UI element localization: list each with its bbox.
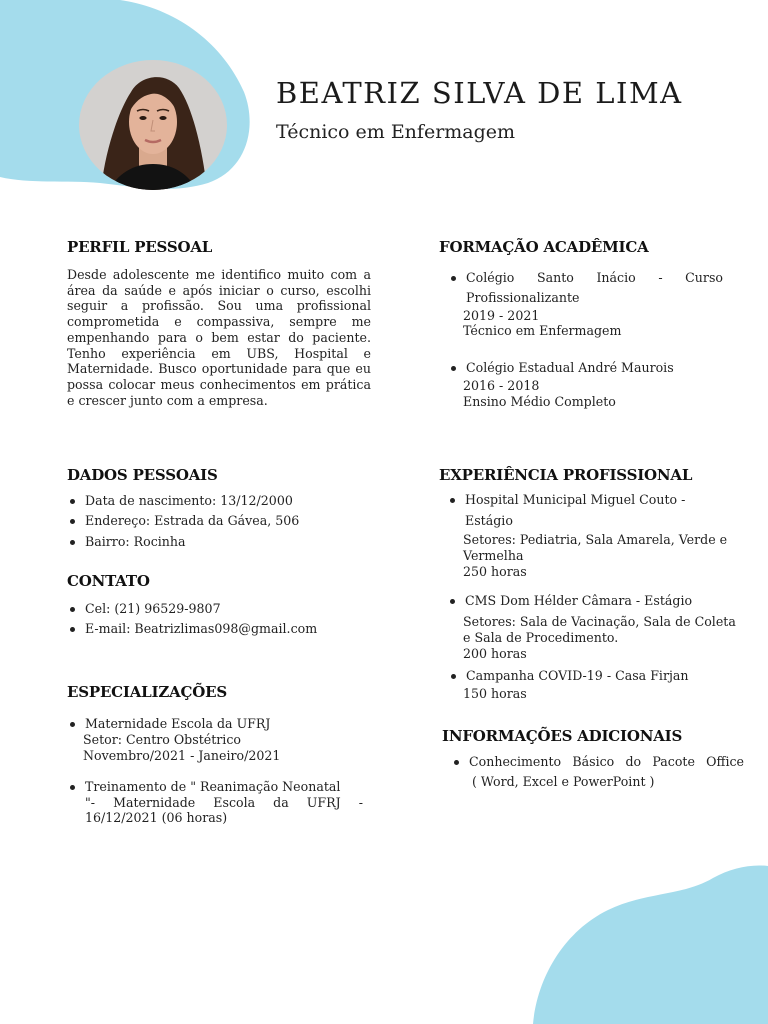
- especializacao-detail: Setor: Centro Obstétrico: [83, 732, 241, 747]
- adicionais-item: Conhecimento Básico do Pacote Office: [469, 754, 744, 769]
- profile-photo: [79, 60, 227, 190]
- section-title-dados: DADOS PESSOAIS: [67, 466, 218, 484]
- section-title-perfil: PERFIL PESSOAL: [67, 238, 213, 256]
- formacao-years: 2016 - 2018: [463, 378, 540, 393]
- contato-phone: Cel: (21) 96529-9807: [85, 601, 221, 616]
- dados-item: Data de nascimento: 13/12/2000: [85, 493, 293, 508]
- experiencia-item: Campanha COVID-19 - Casa Firjan: [466, 668, 689, 683]
- section-title-contato: CONTATO: [67, 572, 150, 590]
- formacao-course: Técnico em Enfermagem: [463, 323, 622, 338]
- perfil-text: Desde adolescente me identifico muito com a área da saúde e após iniciar o curso, escolhi seguir a profissão. Sou uma profissional comprometida e compassiva, sempre me empenhando para o bem estar do paciente. Tenho experiência em UBS, Hospital e Maternidade. Busco oportunidade para que eu possa colocar meus conhecimentos em prática e crescer junto com a empresa.: [67, 267, 371, 408]
- formacao-item: Colégio Estadual André Maurois: [466, 360, 674, 375]
- experiencia-detail: Setores: Sala de Vacinação, Sala de Coleta: [463, 614, 736, 629]
- candidate-role: Técnico em Enfermagem: [276, 121, 516, 143]
- dados-item: Endereço: Estrada da Gávea, 506: [85, 513, 300, 528]
- especializacao-detail: "- Maternidade Escola da UFRJ -: [85, 795, 363, 810]
- section-title-adicionais: INFORMAÇÕES ADICIONAIS: [442, 727, 683, 745]
- contato-email: E-mail: Beatrizlimas098@gmail.com: [85, 621, 318, 636]
- especializacao-date: Novembro/2021 - Janeiro/2021: [83, 748, 281, 763]
- experiencia-detail: e Sala de Procedimento.: [463, 630, 619, 645]
- experiencia-item-cont: Estágio: [465, 513, 513, 528]
- experiencia-item: Hospital Municipal Miguel Couto -: [465, 492, 686, 507]
- experiencia-item: CMS Dom Hélder Câmara - Estágio: [465, 593, 693, 608]
- experiencia-hours: 250 horas: [463, 564, 527, 579]
- formacao-years: 2019 - 2021: [463, 308, 540, 323]
- experiencia-hours: 200 horas: [463, 646, 527, 661]
- experiencia-hours: 150 horas: [463, 686, 527, 701]
- formacao-item-cont: Profissionalizante: [466, 290, 580, 305]
- formacao-course: Ensino Médio Completo: [463, 394, 616, 409]
- decorative-blob-bottom: [533, 864, 768, 1024]
- formacao-item: Colégio Santo Inácio - Curso: [466, 270, 723, 285]
- experiencia-detail: Setores: Pediatria, Sala Amarela, Verde e: [463, 532, 728, 547]
- experiencia-detail: Vermelha: [463, 548, 524, 563]
- especializacao-item: Maternidade Escola da UFRJ: [85, 716, 271, 731]
- section-title-especializacoes: ESPECIALIZAÇÕES: [67, 683, 227, 701]
- section-title-experiencia: EXPERIÊNCIA PROFISSIONAL: [439, 466, 693, 484]
- adicionais-item-cont: ( Word, Excel e PowerPoint ): [472, 774, 655, 789]
- dados-item: Bairro: Rocinha: [85, 534, 186, 549]
- section-title-formacao: FORMAÇÃO ACADÊMICA: [439, 238, 649, 256]
- especializacao-item: Treinamento de " Reanimação Neonatal: [85, 779, 363, 795]
- especializacao-date: 16/12/2021 (06 horas): [85, 810, 228, 825]
- candidate-name: BEATRIZ SILVA DE LIMA: [276, 76, 683, 110]
